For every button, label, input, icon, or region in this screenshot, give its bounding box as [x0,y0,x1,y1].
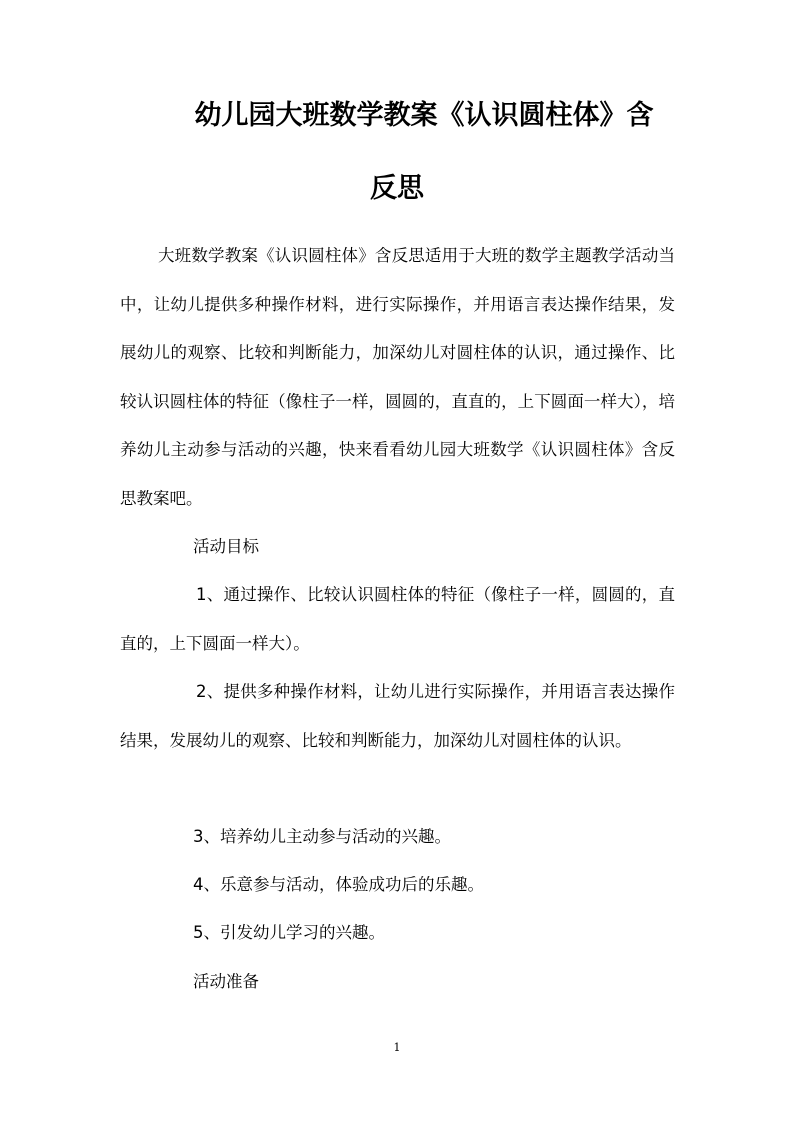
document-title-line-1: 幼儿园大班数学教案《认识圆柱体》含 [194,100,654,131]
document-title-line-2: 反思 [370,173,424,204]
goal-item-5: 5、引发幼儿学习的兴趣。 [193,923,385,942]
goal-item-2: 2、提供多种操作材料，让幼儿进行实际操作，并用语言表达操作结果，发展幼儿的观察、比较和判断能力，加深幼儿对圆柱体的认识。 [120,682,675,750]
goal-item-4: 4、乐意参与活动，体验成功后的乐趣。 [193,875,484,894]
goal-item-3: 3、培养幼儿主动参与活动的兴趣。 [193,827,451,846]
section-heading-goals: 活动目标 [193,537,259,556]
intro-paragraph: 大班数学教案《认识圆柱体》含反思适用于大班的数学主题教学活动当中，让幼儿提供多种操作材料，进行实际操作，并用语言表达操作结果，发展幼儿的观察、比较和判断能力，加深幼儿对圆柱体的认识，通过操作、比较认识圆柱体的特征（像柱子一样，圆圆的，直直的，上下圆面一样大），培养幼儿主动参与活动的兴趣，快来看看幼儿园大班数学《认识圆柱体》含反思教案吧。 [120,246,675,508]
page-number: 1 [393,1041,401,1054]
goal-item-1: 1、通过操作、比较认识圆柱体的特征（像柱子一样，圆圆的，直直的，上下圆面一样大）。 [120,585,675,653]
section-heading-preparation: 活动准备 [193,972,259,991]
